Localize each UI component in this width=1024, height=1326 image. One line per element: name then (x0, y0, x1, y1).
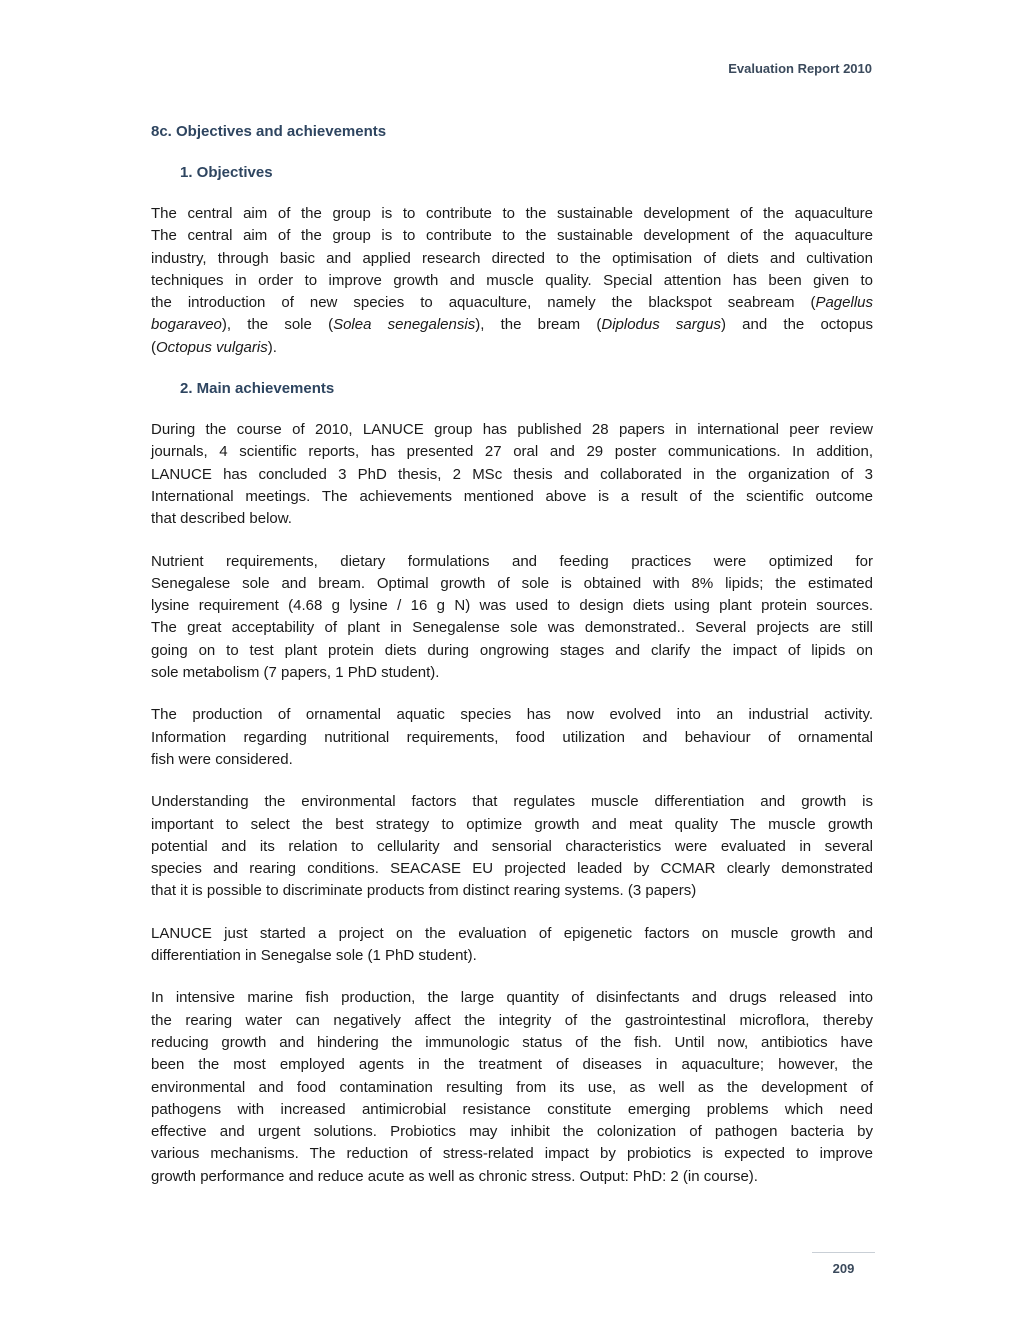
achievement-paragraph (151, 987, 873, 1188)
paragraph-line: important to select the best strategy to optimize growth and meat quality The muscle growth (151, 815, 873, 833)
paragraph-line: that it is possible to discriminate products from distinct rearing systems. (3 papers) (151, 882, 697, 900)
species-latin-name: bogaraveo (151, 316, 222, 334)
paragraph-line: The production of ornamental aquatic species has now evolved into an industrial activity. (151, 706, 873, 724)
paragraph-line: environmental and food contamination resulting from its use, as well as the development of (151, 1078, 873, 1096)
objectives-heading: 1. Objectives (180, 164, 273, 181)
paragraph-line: The central aim of the group is to contribute to the sustainable development of the aquaculture (151, 227, 873, 245)
paragraph-line: been the most employed agents in the treatment of diseases in aquaculture; however, the (151, 1056, 873, 1074)
paragraph-line: The great acceptability of plant in Senegalense sole was demonstrated.. Several projects are still (151, 619, 873, 637)
paragraph-line (151, 314, 873, 336)
paragraph-line: Senegalese sole and bream. Optimal growth of sole is obtained with 8% lipids; the estimated (151, 574, 873, 592)
achievement-paragraph (151, 923, 873, 968)
paragraph-line (151, 292, 873, 314)
paragraph-line: going on to test plant protein diets during ongrowing stages and clarify the impact of lipids on (151, 641, 873, 659)
achievement-paragraph (151, 419, 873, 530)
paragraph-line: Information regarding nutritional requirements, food utilization and behaviour of ornamental (151, 728, 873, 746)
paragraph-line: differentiation in Senegalse sole (1 PhD student). (151, 947, 477, 965)
paragraph-line: the rearing water can negatively affect the integrity of the gastrointestinal microflora, thereby (151, 1011, 873, 1029)
paragraph-line: fish were considered. (151, 750, 293, 768)
paragraph-line: species and rearing conditions. SEACASE EU projected leaded by CCMAR clearly demonstrated (151, 860, 873, 878)
paragraph-line: LANUCE just started a project on the evaluation of epigenetic factors on muscle growth and (151, 924, 873, 942)
paragraph-line: potential and its relation to cellularity and sensorial characteristics were evaluated in several (151, 837, 873, 855)
page-number: 209 (812, 1252, 875, 1276)
paragraph-line: The central aim of the group is to contribute to the sustainable development of the aquaculture (151, 205, 873, 222)
line-text: ), the bream ( (475, 316, 602, 334)
achievement-paragraph (151, 704, 873, 771)
paragraph-line: lysine requirement (4.68 g lysine / 16 g N) was used to design diets using plant protein sources. (151, 597, 873, 615)
paragraph-line: Nutrient requirements, dietary formulations and feeding practices were optimized for (151, 552, 873, 570)
line-text: ( (151, 338, 156, 356)
paragraph-line: effective and urgent solutions. Probiotics may inhibit the colonization of pathogen bacteria by (151, 1123, 873, 1141)
line-text: ) and the octopus (720, 316, 874, 334)
running-header: Evaluation Report 2010 (728, 61, 872, 76)
line-text: ), the sole ( (221, 316, 334, 334)
paragraph-line: LANUCE has concluded 3 PhD thesis, 2 MSc thesis and collaborated in the organization of 3 (151, 465, 873, 483)
achievement-paragraph (151, 791, 873, 902)
paragraph-line: reducing growth and hindering the immunologic status of the fish. Until now, antibiotics have (151, 1033, 873, 1051)
species-latin-name: Solea senegalensis (333, 316, 476, 334)
paragraph-line: Understanding the environmental factors that regulates muscle differentiation and growth is (151, 793, 873, 811)
line-text: the introduction of new species to aquaculture, namely the blackspot seabream ( (151, 294, 816, 312)
paragraph-line: that described below. (151, 510, 292, 528)
achievements-heading: 2. Main achievements (180, 380, 335, 398)
section-title: 8c. Objectives and achievements (151, 123, 387, 140)
paragraph-line: International meetings. The achievements mentioned above is a result of the scientific outcome (151, 487, 873, 505)
paragraph-line (151, 337, 873, 359)
paragraph-line: During the course of 2010, LANUCE group has published 28 papers in international peer review (151, 421, 873, 439)
paragraph-line: various mechanisms. The reduction of stress-related impact by probiotics is expected to improve (151, 1145, 873, 1163)
achievement-paragraph (151, 551, 873, 685)
paragraph-line: growth performance and reduce acute as well as chronic stress. Output: PhD: 2 (in course). (151, 1167, 758, 1185)
paragraph-line: journals, 4 scientific reports, has presented 27 oral and 29 poster communications. In addition, (151, 443, 873, 461)
achievements-body (151, 419, 873, 1188)
objectives-paragraph (151, 203, 873, 359)
paragraph-line: pathogens with increased antimicrobial resistance constitute emerging problems which need (151, 1100, 873, 1118)
paragraph-line: sole metabolism (7 papers, 1 PhD student). (151, 664, 440, 682)
line-text: ). (267, 338, 277, 356)
species-latin-name: Octopus vulgaris (156, 338, 268, 356)
paragraph-line: In intensive marine fish production, the large quantity of disinfectants and drugs released into (151, 989, 873, 1007)
species-latin-name: Pagellus (815, 294, 873, 312)
page-content (151, 122, 873, 1208)
paragraph-line: industry, through basic and applied research directed to the optimisation of diets and cultivation (151, 249, 873, 267)
species-latin-name: Diplodus sargus (601, 316, 721, 334)
paragraph-line: techniques in order to improve growth and muscle quality. Special attention has been given to (151, 271, 873, 289)
